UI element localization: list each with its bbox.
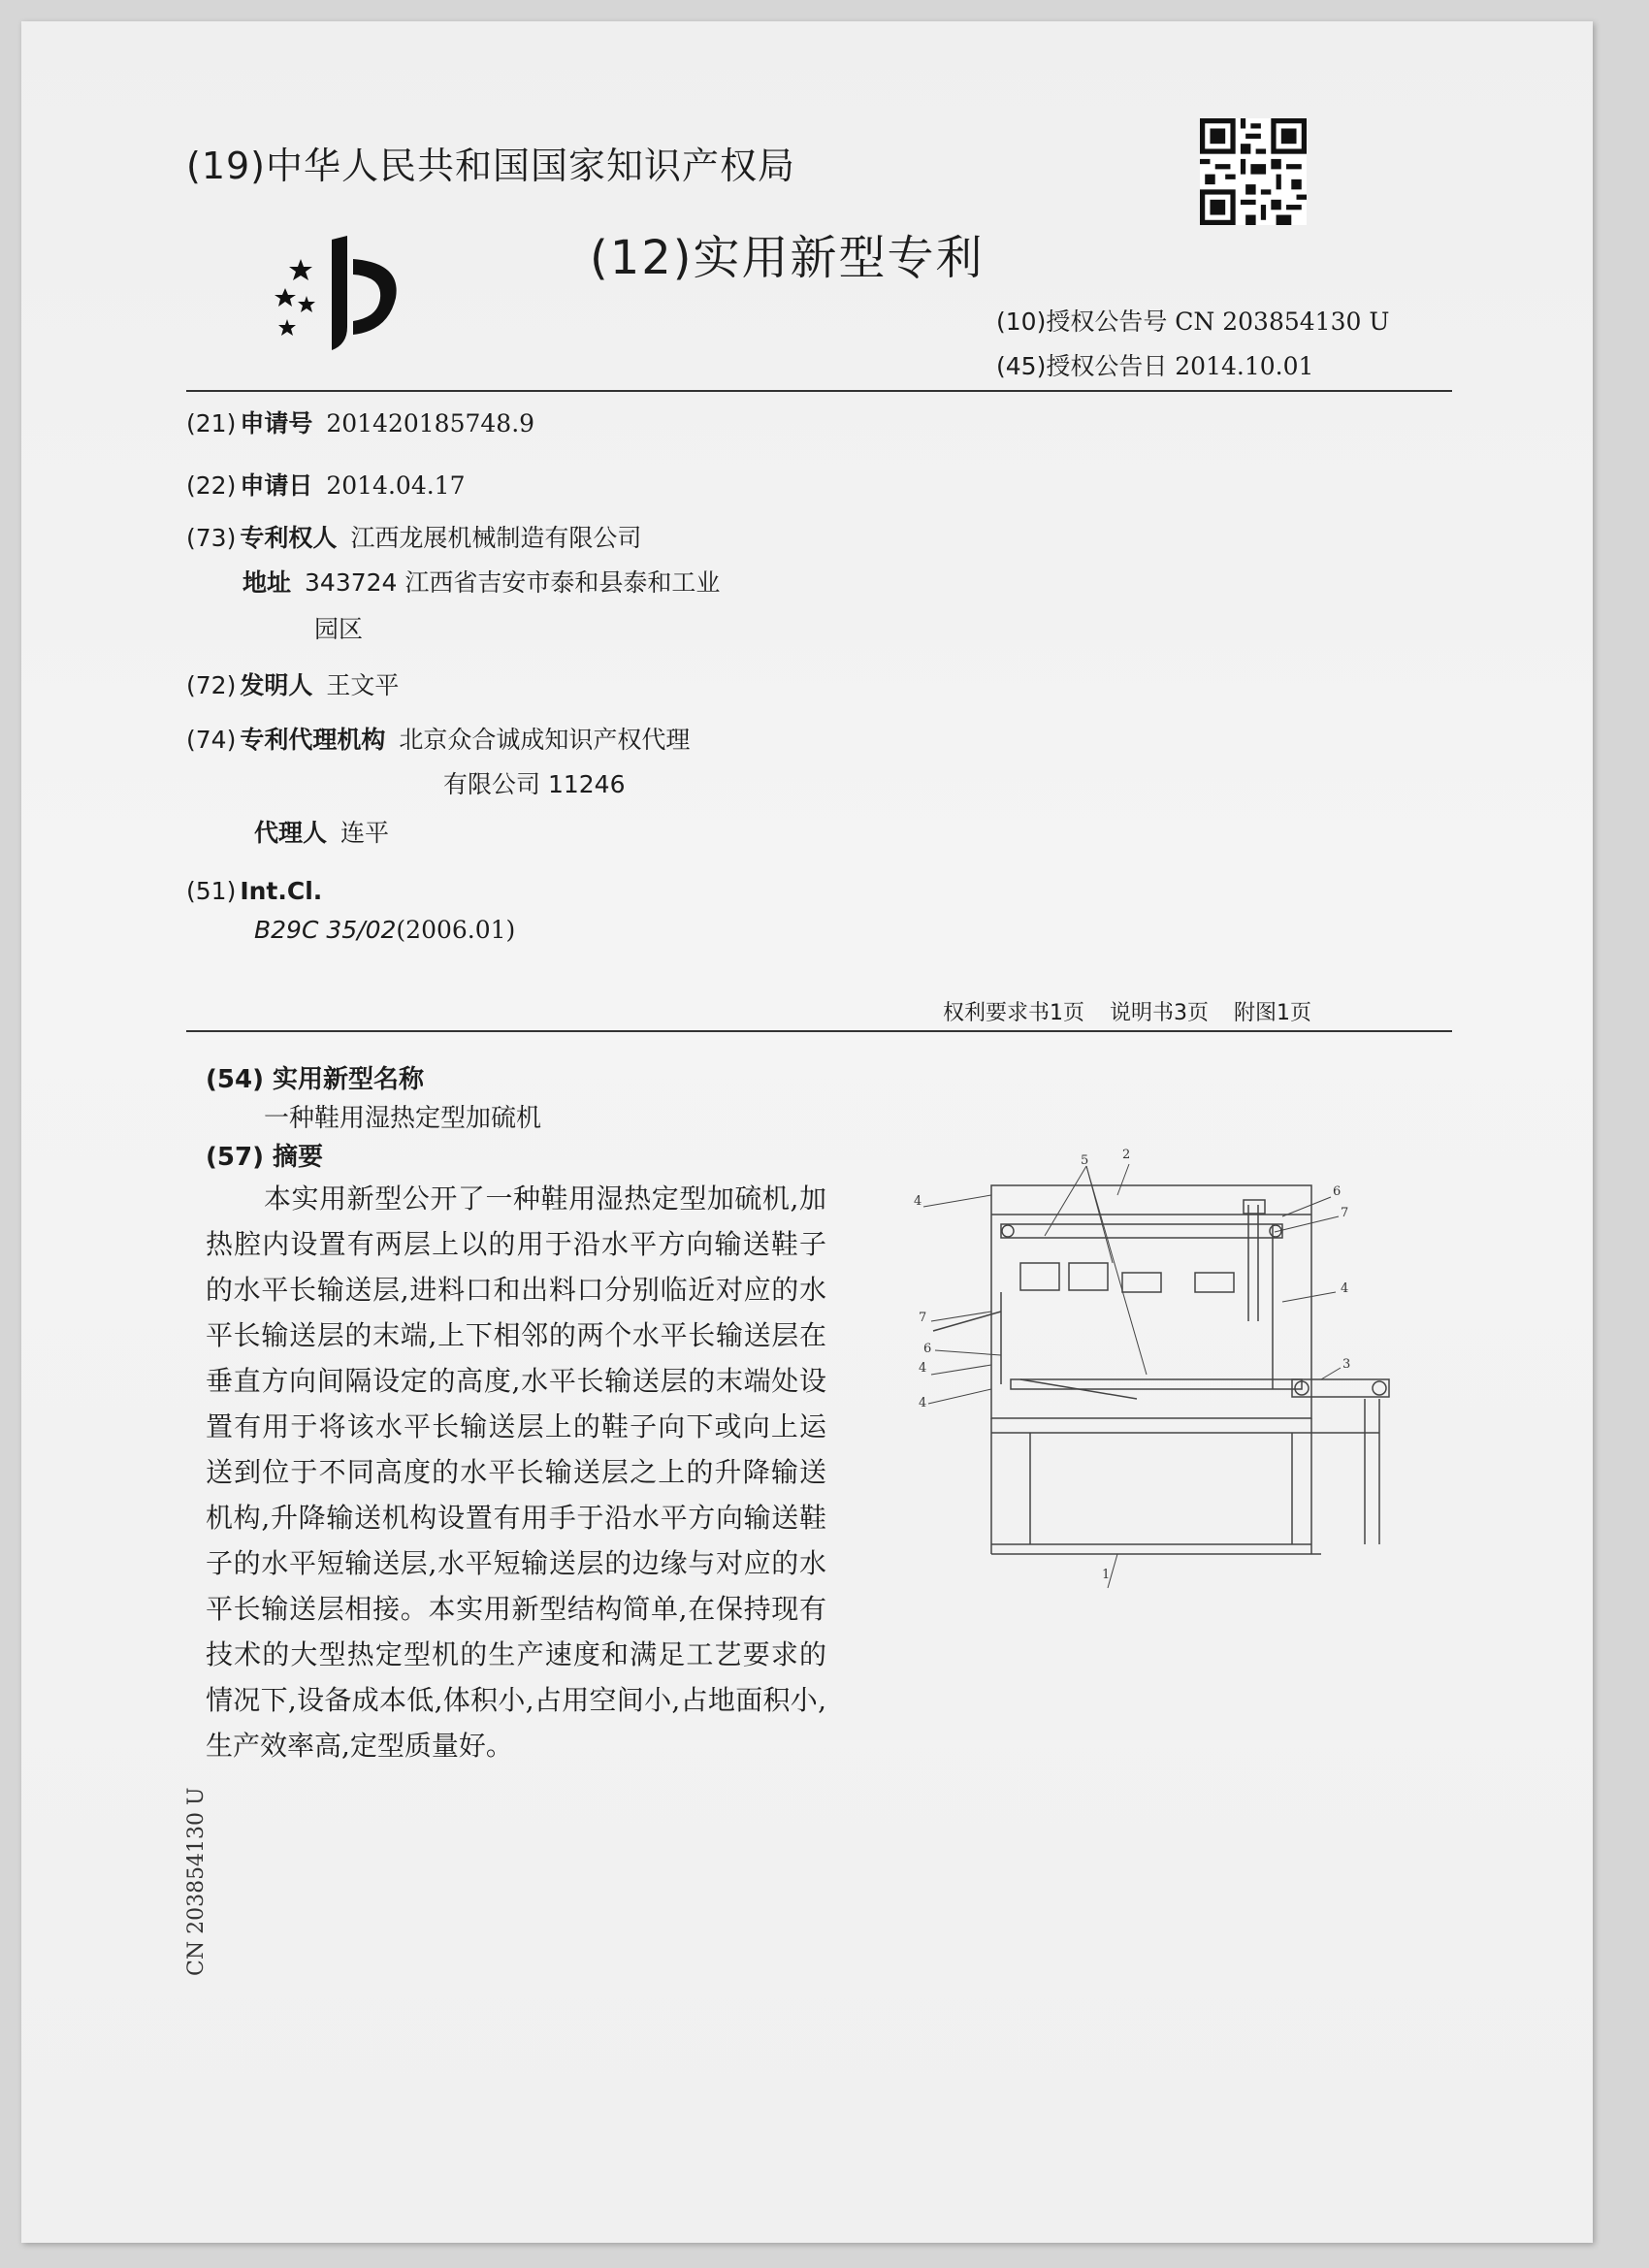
patent-type-title: (12)实用新型专利 bbox=[590, 231, 985, 285]
agent-name: 连平 bbox=[340, 819, 390, 847]
intcl-version: (2006.01) bbox=[396, 916, 516, 944]
patent-page bbox=[21, 21, 1593, 2243]
ref-label: 2 bbox=[1122, 1148, 1131, 1162]
description-pages: 说明书3页 bbox=[1110, 1001, 1209, 1025]
ref-label: 7 bbox=[1341, 1206, 1349, 1220]
section-code: (57) bbox=[206, 1143, 264, 1172]
ref-label: 4 bbox=[914, 1194, 922, 1209]
figure-reference-labels bbox=[914, 1148, 1350, 1582]
field-code: (74) bbox=[186, 726, 237, 754]
intcl-class-row bbox=[254, 914, 515, 947]
section-code: (54) bbox=[206, 1065, 264, 1094]
ref-label: 6 bbox=[1333, 1184, 1342, 1199]
abstract-text: 本实用新型公开了一种鞋用湿热定型加硫机,加热腔内设置有两层上以的用于沿水平方向输送鞋子的水平长输送层,进料口和出料口分别临近对应的水平长输送层的末端,上下相邻的两个水平长输送层在垂直方向间隔设定的高度,水平长输送层的末端处设置有用于将该水平长输送层上的鞋子向下或向上运送到位于不同高度的水平长输送层之上的升降输送机构,升降输送机构设置有用手于沿水平方向输送鞋子的水平短输送层,水平短输送层的边缘与对应的水平长输送层相接。本实用新型结构简单,在保持现有技术的大型热定型机的生产速度和满足工艺要求的情况下,设备成本低,体积小,占用空间小,占地面积小,生产效率高,定型质量好。 bbox=[206, 1183, 826, 1762]
intcl-class: B29C 35/02 bbox=[254, 916, 397, 944]
field-code: (73) bbox=[186, 524, 237, 552]
application-date-field bbox=[186, 470, 465, 502]
agent-field bbox=[254, 817, 389, 850]
application-date: 2014.04.17 bbox=[326, 471, 466, 500]
ref-label: 6 bbox=[923, 1342, 932, 1356]
bureau-name: (19)中华人民共和国国家知识产权局 bbox=[186, 145, 796, 187]
publication-number: CN 203854130 U bbox=[1175, 308, 1390, 336]
ref-label: 4 bbox=[919, 1361, 927, 1376]
claims-pages: 权利要求书1页 bbox=[943, 1001, 1084, 1025]
lower-conveyor bbox=[1011, 1379, 1302, 1389]
field-code: (21) bbox=[186, 409, 237, 437]
application-number: 201420185748.9 bbox=[326, 409, 535, 437]
abstract-heading bbox=[206, 1137, 323, 1173]
inventor-field bbox=[186, 669, 399, 702]
ref-label: 7 bbox=[919, 1311, 927, 1325]
field-label: 专利权人 bbox=[240, 524, 338, 552]
outfeed-conveyor bbox=[1292, 1379, 1389, 1397]
publication-date-row bbox=[996, 347, 1313, 382]
field-label: 申请号 bbox=[240, 409, 313, 437]
field-label: Int.Cl. bbox=[240, 877, 323, 905]
field-label: 申请日 bbox=[240, 471, 313, 500]
header-divider bbox=[186, 390, 1452, 392]
side-publication-number: CN 203854130 U bbox=[184, 1787, 209, 1976]
ref-label: 4 bbox=[1341, 1281, 1349, 1296]
publication-number-row bbox=[996, 303, 1389, 338]
field-label: 代理人 bbox=[254, 819, 328, 847]
agency-line-2: 有限公司 11246 bbox=[443, 770, 626, 798]
utility-model-title: 一种鞋用湿热定型加硫机 bbox=[264, 1104, 542, 1133]
upper-conveyor bbox=[1001, 1224, 1282, 1238]
address-field bbox=[242, 567, 720, 599]
agency-field bbox=[186, 724, 690, 757]
publication-date: 2014.10.01 bbox=[1175, 352, 1314, 380]
field-code: (22) bbox=[186, 471, 237, 500]
application-number-field bbox=[186, 407, 534, 440]
address-line-2: 园区 bbox=[314, 615, 364, 643]
field-label: 专利代理机构 bbox=[240, 726, 386, 754]
bib-divider bbox=[186, 1030, 1452, 1032]
cnipa-logo-icon bbox=[272, 230, 407, 356]
ref-label: 3 bbox=[1342, 1357, 1351, 1372]
title-heading bbox=[206, 1059, 424, 1095]
publication-date-label: (45)授权公告日 bbox=[996, 352, 1168, 380]
patentee-field bbox=[186, 522, 641, 555]
page-count-summary bbox=[943, 996, 1337, 1026]
field-label: 地址 bbox=[242, 568, 292, 597]
intcl-field bbox=[186, 875, 336, 908]
machine-drawing bbox=[875, 1147, 1418, 1593]
ref-label: 1 bbox=[1102, 1568, 1111, 1582]
section-label: 摘要 bbox=[273, 1143, 324, 1172]
field-code: (72) bbox=[186, 671, 237, 699]
publication-number-label: (10)授权公告号 bbox=[996, 308, 1168, 336]
qr-code-icon bbox=[1200, 118, 1307, 225]
field-code: (51) bbox=[186, 877, 237, 905]
drawings-pages: 附图1页 bbox=[1234, 1001, 1311, 1025]
ref-label: 4 bbox=[919, 1396, 927, 1410]
patentee-name: 江西龙展机械制造有限公司 bbox=[350, 524, 642, 552]
agency-line-1: 北京众合诚成知识产权代理 bbox=[399, 726, 691, 754]
inventor-name: 王文平 bbox=[326, 671, 400, 699]
ref-label: 5 bbox=[1081, 1153, 1089, 1168]
field-label: 发明人 bbox=[240, 671, 313, 699]
section-label: 实用新型名称 bbox=[273, 1065, 425, 1094]
address-line-1: 343724 江西省吉安市泰和县泰和工业 bbox=[305, 568, 721, 597]
